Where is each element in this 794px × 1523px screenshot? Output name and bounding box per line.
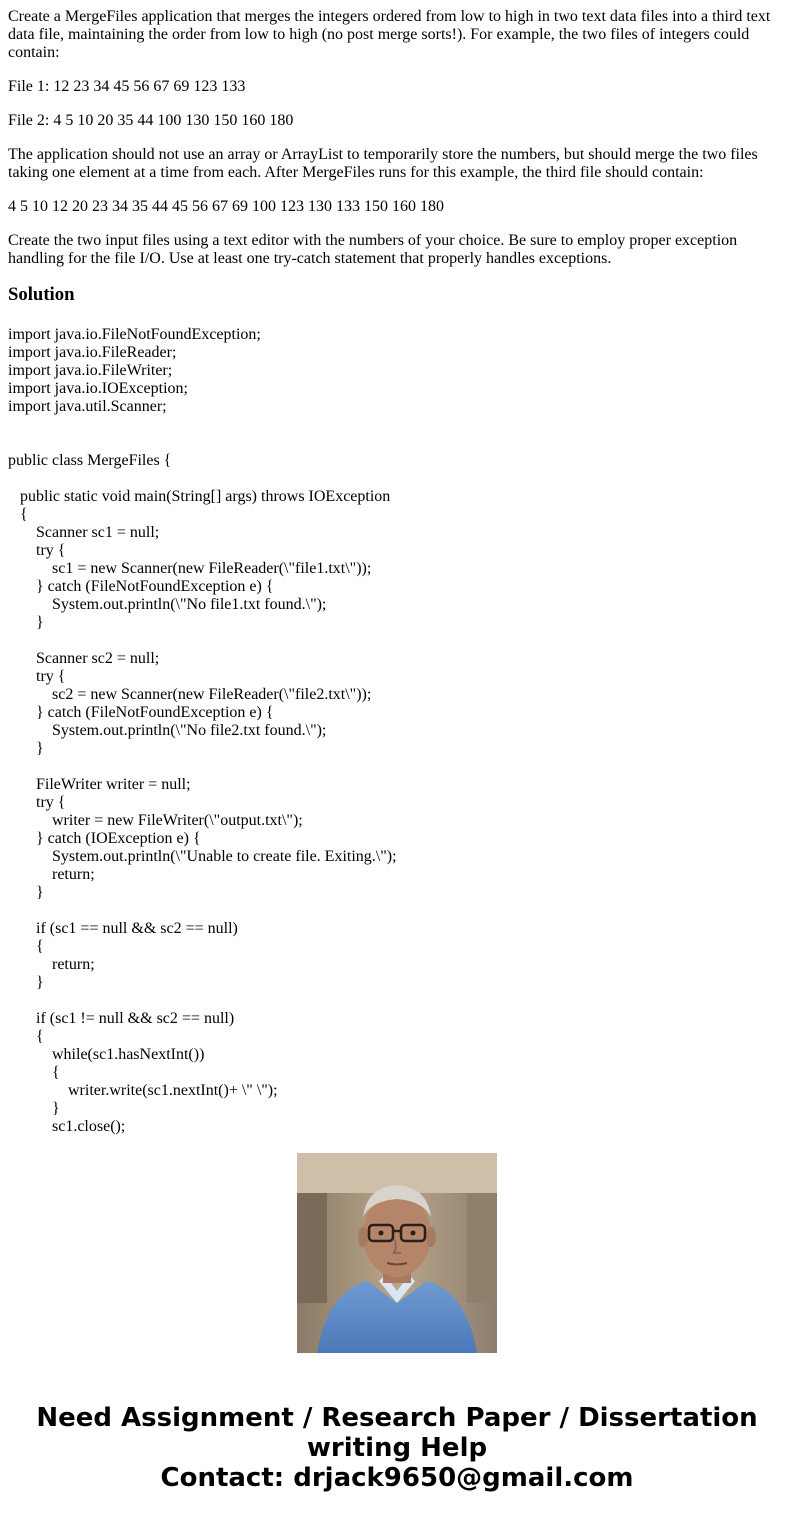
code-line: sc1 = new Scanner(new FileReader(\"file1.txt\"));	[8, 560, 372, 577]
code-line: public class MergeFiles {	[8, 452, 172, 469]
promo-line-1: Need Assignment / Research Paper / Dissertation	[36, 1403, 758, 1433]
question-intro: Create a MergeFiles application that merges the integers ordered from low to high in two text data files into a third text data file, maintaining the order from low to high (no post merge sorts!). For example, the two files of integers could contain:	[8, 8, 771, 61]
solution-code	[8, 326, 784, 1135]
code-line: Scanner sc1 = null;	[8, 524, 160, 541]
code-line	[8, 416, 784, 434]
code-line: }	[8, 740, 44, 757]
code-line: while(sc1.hasNextInt())	[8, 1046, 205, 1063]
code-line: Scanner sc2 = null;	[8, 650, 160, 667]
code-line	[8, 902, 784, 920]
code-line: if (sc1 == null && sc2 == null)	[8, 920, 238, 937]
code-line: } catch (IOException e) {	[8, 830, 201, 847]
code-line	[8, 470, 784, 488]
expected-output: 4 5 10 12 20 23 34 35 44 45 56 67 69 100 123 130 133 150 160 180	[8, 198, 444, 215]
code-line: import java.io.FileWriter;	[8, 362, 173, 379]
code-line: {	[8, 938, 44, 955]
code-line: if (sc1 != null && sc2 == null)	[8, 1010, 235, 1027]
author-photo	[297, 1153, 497, 1353]
code-line: {	[8, 1028, 44, 1045]
code-line: public static void main(String[] args) throws IOException	[8, 488, 391, 505]
code-line: {	[8, 506, 28, 523]
code-line: }	[8, 974, 44, 991]
code-line	[8, 434, 784, 452]
code-line: System.out.println(\"Unable to create file. Exiting.\");	[8, 848, 397, 865]
code-line: }	[8, 884, 44, 901]
question-closing: Create the two input files using a text editor with the numbers of your choice. Be sure to employ proper exception handling for the file I/O. Use at least one try-catch statement that properly handles exceptions.	[8, 232, 738, 267]
code-line: System.out.println(\"No file1.txt found.\");	[8, 596, 327, 613]
solution-heading: Solution	[8, 284, 75, 305]
author-photo-image	[297, 1153, 497, 1353]
code-line: }	[8, 614, 44, 631]
code-line	[8, 992, 784, 1010]
code-line: sc1.close();	[8, 1118, 126, 1135]
code-line: writer.write(sc1.nextInt()+ \" \");	[8, 1082, 278, 1099]
example-file-2: File 2: 4 5 10 20 35 44 100 130 150 160 180	[8, 112, 294, 129]
code-line: import java.io.FileReader;	[8, 344, 177, 361]
code-line: } catch (FileNotFoundException e) {	[8, 578, 274, 595]
code-line: System.out.println(\"No file2.txt found.\");	[8, 722, 327, 739]
code-line: try {	[8, 542, 66, 559]
code-line: import java.util.Scanner;	[8, 398, 167, 415]
question-body	[8, 8, 784, 324]
code-line	[8, 758, 784, 776]
promo-banner	[0, 1403, 794, 1493]
code-line: {	[8, 1064, 60, 1081]
code-line: import java.io.FileNotFoundException;	[8, 326, 261, 343]
code-line: sc2 = new Scanner(new FileReader(\"file2.txt\"));	[8, 686, 372, 703]
code-line: writer = new FileWriter(\"output.txt\");	[8, 812, 303, 829]
code-line: return;	[8, 956, 95, 973]
code-line	[8, 632, 784, 650]
promo-contact: Contact: drjack9650@gmail.com	[160, 1463, 634, 1493]
code-line: import java.io.IOException;	[8, 380, 188, 397]
code-line: try {	[8, 668, 66, 685]
promo-line-2: writing Help	[306, 1433, 488, 1463]
code-line: try {	[8, 794, 66, 811]
example-file-1: File 1: 12 23 34 45 56 67 69 123 133	[8, 78, 246, 95]
code-line: } catch (FileNotFoundException e) {	[8, 704, 274, 721]
code-line: return;	[8, 866, 95, 883]
code-line: FileWriter writer = null;	[8, 776, 191, 793]
code-line: }	[8, 1100, 60, 1117]
question-middle: The application should not use an array or ArrayList to temporarily store the numbers, but should merge the two files taking one element at a time from each. After MergeFiles runs for this example, the third file should contain:	[8, 146, 758, 181]
